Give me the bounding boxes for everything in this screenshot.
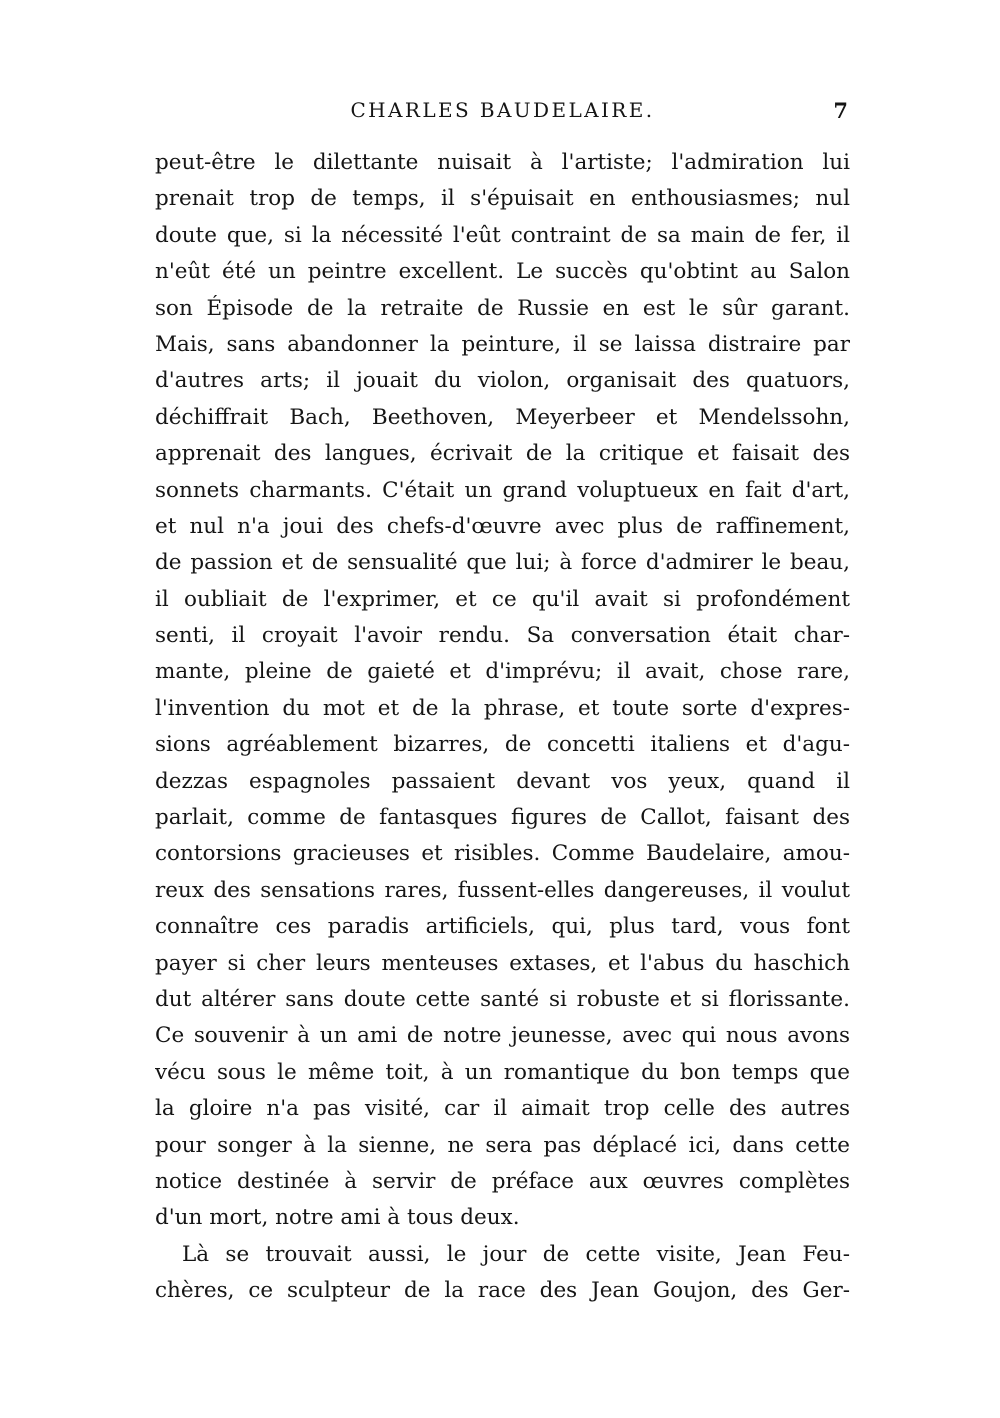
text-line: dezzas espagnoles passaient devant vos yeux, quand il (155, 768, 850, 794)
text-line: parlait, comme de fantasques figures de Callot, faisant des (155, 805, 850, 831)
running-title: CHARLES BAUDELAIRE. (350, 98, 655, 122)
text-line: de passion et de sensualité que lui; à force d'admirer le beau, (155, 550, 850, 576)
text-line: peut-être le dilettante nuisait à l'artiste; l'admiration lui (155, 150, 850, 175)
text-line: son Épisode de la retraite de Russie en est le sûr garant. (155, 295, 850, 321)
text-line: Mais, sans abandonner la peinture, il se laissa distraire par (155, 331, 850, 357)
text-line: Là se trouvait aussi, le jour de cette visite, Jean Feu- (182, 1241, 850, 1267)
page-number: 7 (833, 98, 848, 123)
text-line: déchiffrait Bach, Beethoven, Meyerbeer et Mendelssohn, (155, 404, 850, 430)
text-line: notice destinée à servir de préface aux œuvres complètes (155, 1168, 850, 1194)
text-line: mante, pleine de gaieté et d'imprévu; il avait, chose rare, (155, 659, 850, 685)
text-line: senti, il croyait l'avoir rendu. Sa conversation était char- (155, 623, 850, 649)
text-line: d'autres arts; il jouait du violon, organisait des quatuors, (155, 368, 850, 394)
text-line: payer si cher leurs menteuses extases, et l'abus du haschich (155, 950, 850, 976)
text-line: vécu sous le même toit, à un romantique du bon temps que (155, 1059, 850, 1085)
text-line: doute que, si la nécessité l'eût contraint de sa main de fer, il (155, 222, 850, 248)
text-line: n'eût été un peintre excellent. Le succès qu'obtint au Salon (155, 259, 850, 285)
text-line: dut altérer sans doute cette santé si robuste et si florissante. (155, 986, 850, 1012)
text-line: connaître ces paradis artificiels, qui, plus tard, vous font (155, 914, 850, 940)
text-line: sions agréablement bizarres, de concetti italiens et d'agu- (155, 732, 850, 758)
text-line: il oubliait de l'exprimer, et ce qu'il avait si profondément (155, 586, 850, 612)
running-head (155, 98, 850, 132)
text-line: l'invention du mot et de la phrase, et toute sorte d'expres- (155, 695, 850, 721)
text-line: pour songer à la sienne, ne sera pas déplacé ici, dans cette (155, 1132, 850, 1158)
text-line: et nul n'a joui des chefs-d'œuvre avec plus de raffinement, (155, 513, 850, 539)
text-line: la gloire n'a pas visité, car il aimait trop celle des autres (155, 1096, 850, 1122)
text-line: contorsions gracieuses et risibles. Comme Baudelaire, amou- (155, 841, 850, 867)
text-line: reux des sensations rares, fussent-elles dangereuses, il voulut (155, 877, 850, 903)
text-line: apprenait des langues, écrivait de la critique et faisait des (155, 441, 850, 467)
text-line: sonnets charmants. C'était un grand voluptueux en fait d'art, (155, 477, 850, 503)
text-line: d'un mort, notre ami à tous deux. (155, 1205, 520, 1231)
text-line: prenait trop de temps, il s'épuisait en enthousiasmes; nul (155, 186, 850, 212)
text-line: Ce souvenir à un ami de notre jeunesse, avec qui nous avons (155, 1023, 850, 1049)
text-line: chères, ce sculpteur de la race des Jean Goujon, des Ger- (155, 1278, 850, 1304)
body-text (155, 145, 850, 1310)
